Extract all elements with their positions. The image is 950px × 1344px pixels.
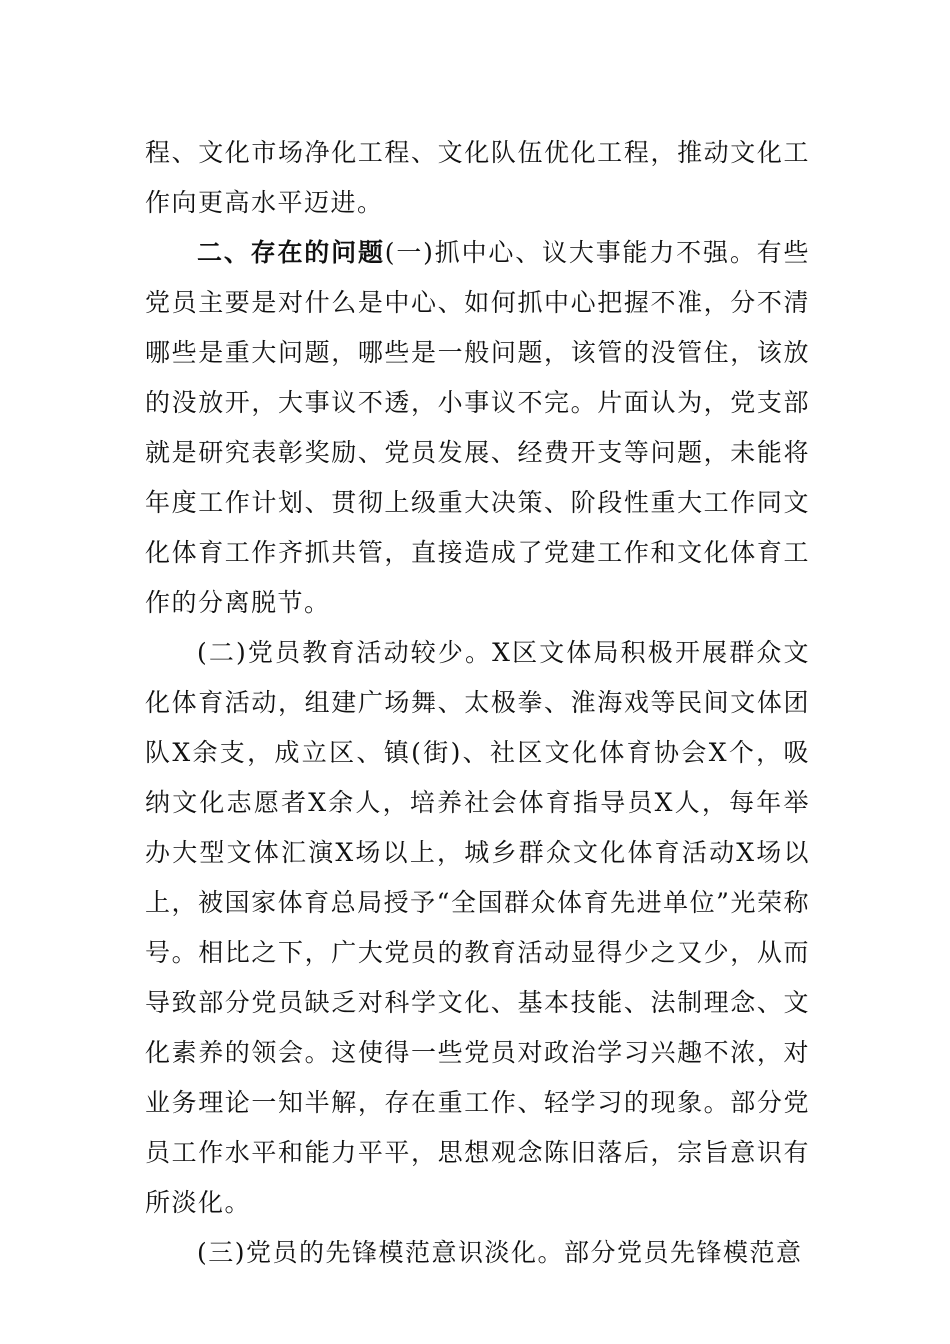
paragraph-item-three: (三)党员的先锋模范意识淡化。部分党员先锋模范意	[197, 1238, 803, 1267]
paragraph-section-two	[145, 228, 810, 628]
paragraph-text: (一)抓中心、议大事能力不强。有些党员主要是对什么是中心、如何抓中心把握不准，分不清哪些是重大问题，哪些是一般问题，该管的没管住，该放的没放开，大事议不透，小事议不完。片面认为，党支部就是研究表彰奖励、党员发展、经费开支等问题，未能将年度工作计划、贯彻上级重大决策、阶段性重大工作同文化体育工作齐抓共管，直接造成了党建工作和文化体育工作的分离脱节。	[145, 238, 810, 617]
document-body	[145, 128, 810, 1278]
section-heading: 二、存在的问题	[197, 238, 385, 267]
paragraph-item-two: (二)党员教育活动较少。X区文体局积极开展群众文化体育活动，组建广场舞、太极拳、淮海戏等民间文体团队X余支，成立区、镇(街)、社区文化体育协会X个，吸纳文化志愿者X余人，培养社会体育指导员X人，每年举办大型文体汇演X场以上，城乡群众文化体育活动X场以上，被国家体育总局授予“全国群众体育先进单位”光荣称号。相比之下，广大党员的教育活动显得少之又少，从而导致部分党员缺乏对科学文化、基本技能、法制理念、文化素养的领会。这使得一些党员对政治学习兴趣不浓，对业务理论一知半解，存在重工作、轻学习的现象。部分党员工作水平和能力平平，思想观念陈旧落后，宗旨意识有所淡化。	[145, 638, 810, 1217]
paragraph-continuation: 程、文化市场净化工程、文化队伍优化工程，推动文化工作向更高水平迈进。	[145, 138, 810, 217]
